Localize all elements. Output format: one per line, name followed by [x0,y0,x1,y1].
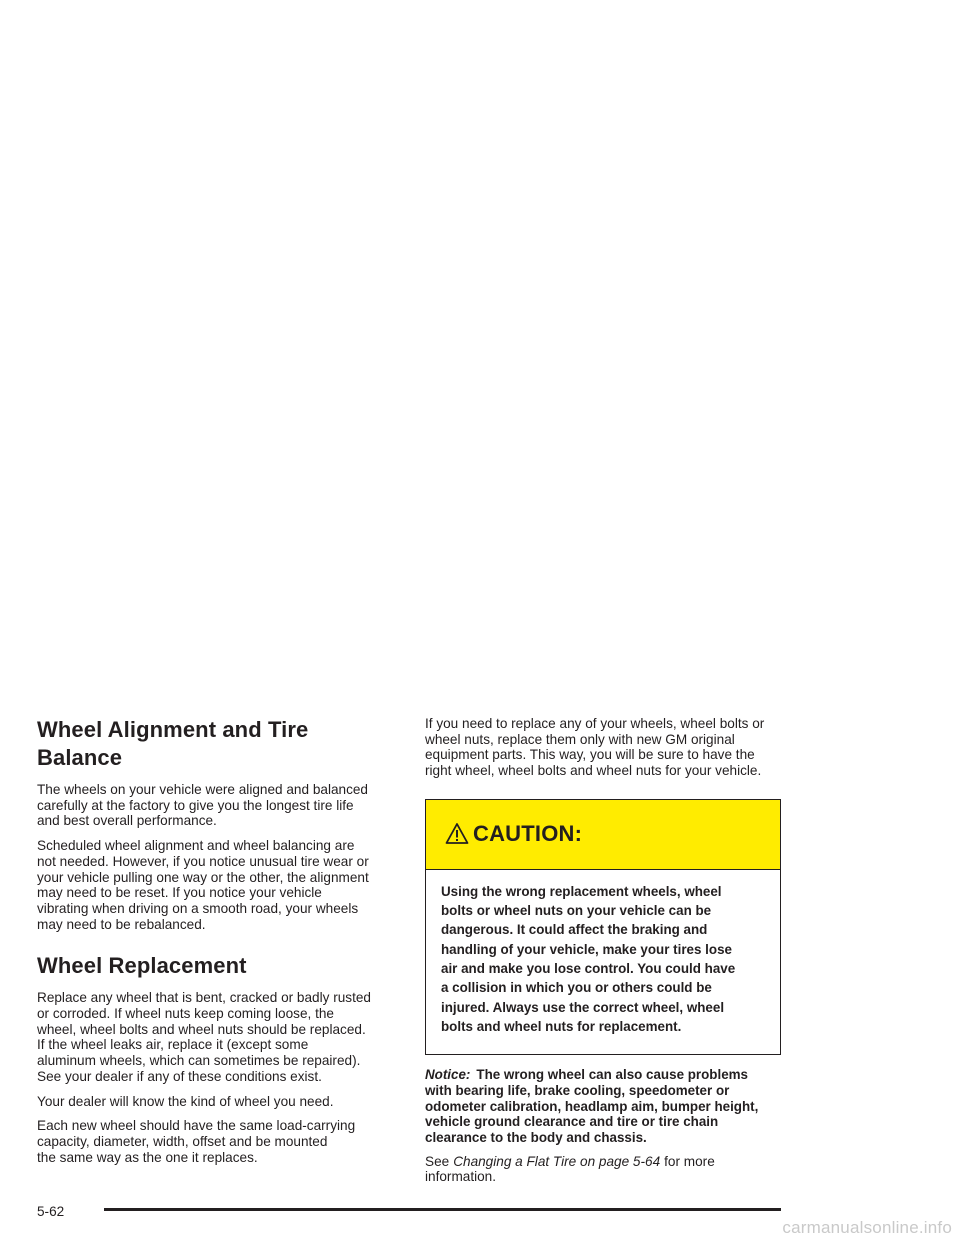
replacement-paragraph-3: Each new wheel should have the same load-carrying capacity, diameter, width, offset and be mounted the same way as the one it replaces. [37,1118,356,1165]
warning-triangle-icon [445,822,469,846]
caution-body: Using the wrong replacement wheels, wheel bolts or wheel nuts on your vehicle can be dangerous. It could affect the braking and handling of your vehicle, make your tires lose air and make you lose control. You could have a collision in which you or others could be injured. Always use the correct wheel, wheel bolts and wheel nuts for replacement. [441,883,736,1034]
see-reference [425,1154,781,1185]
section-heading-wheel-alignment: Wheel Alignment and Tire Balance [37,717,309,770]
left-column [37,716,393,1174]
section-heading-wheel-replacement: Wheel Replacement [37,953,247,979]
see-prefix: See [425,1153,450,1169]
caution-title: CAUTION: [473,821,583,847]
watermark: carmanualsonline.info [782,1218,952,1237]
replacement-paragraph-1: Replace any wheel that is bent, cracked or badly rusted or corroded. If wheel nuts keep coming loose, the wheel, wheel bolts and wheel nuts should be replaced. If the wheel leaks air, replace it (except some aluminum wheels, which can sometimes be repaired). See your dealer if any of these conditions exist. [37,990,371,1084]
replacement-paragraph-2: Your dealer will know the kind of wheel you need. [37,1093,334,1109]
notice-label: Notice: [425,1067,471,1083]
alignment-paragraph-1: The wheels on your vehicle were aligned and balanced carefully at the factory to give you the longest tire life and best overall performance. [37,782,368,829]
caution-header [426,800,780,870]
see-suffix: for more information. [425,1153,715,1185]
caution-box [425,799,781,1055]
alignment-paragraph-2: Scheduled wheel alignment and wheel balancing are not needed. However, if you notice unusual tire wear or your vehicle pulling one way or the other, the alignment may need to be reset. If you notice your vehicle vibrating when driving on a smooth road, your wheels may need to be rebalanced. [37,838,369,932]
replacement-paragraph-4: If you need to replace any of your wheels, wheel bolts or wheel nuts, replace them only with new GM original equipment parts. This way, you will be sure to have the right wheel, wheel bolts and wheel nuts for your vehicle. [425,716,765,779]
footer-rule [104,1208,781,1211]
right-column [425,716,781,1185]
page-number: 5-62 [37,1204,65,1219]
notice-text: The wrong wheel can also cause problems with bearing life, brake cooling, speedometer or odometer calibration, headlamp aim, bumper height, vehicle ground clearance and tire or tire chain clearance to the body and chassis. [425,1067,759,1145]
cross-reference-link[interactable]: Changing a Flat Tire on page 5-64 [453,1153,661,1169]
notice-paragraph [425,1067,781,1146]
